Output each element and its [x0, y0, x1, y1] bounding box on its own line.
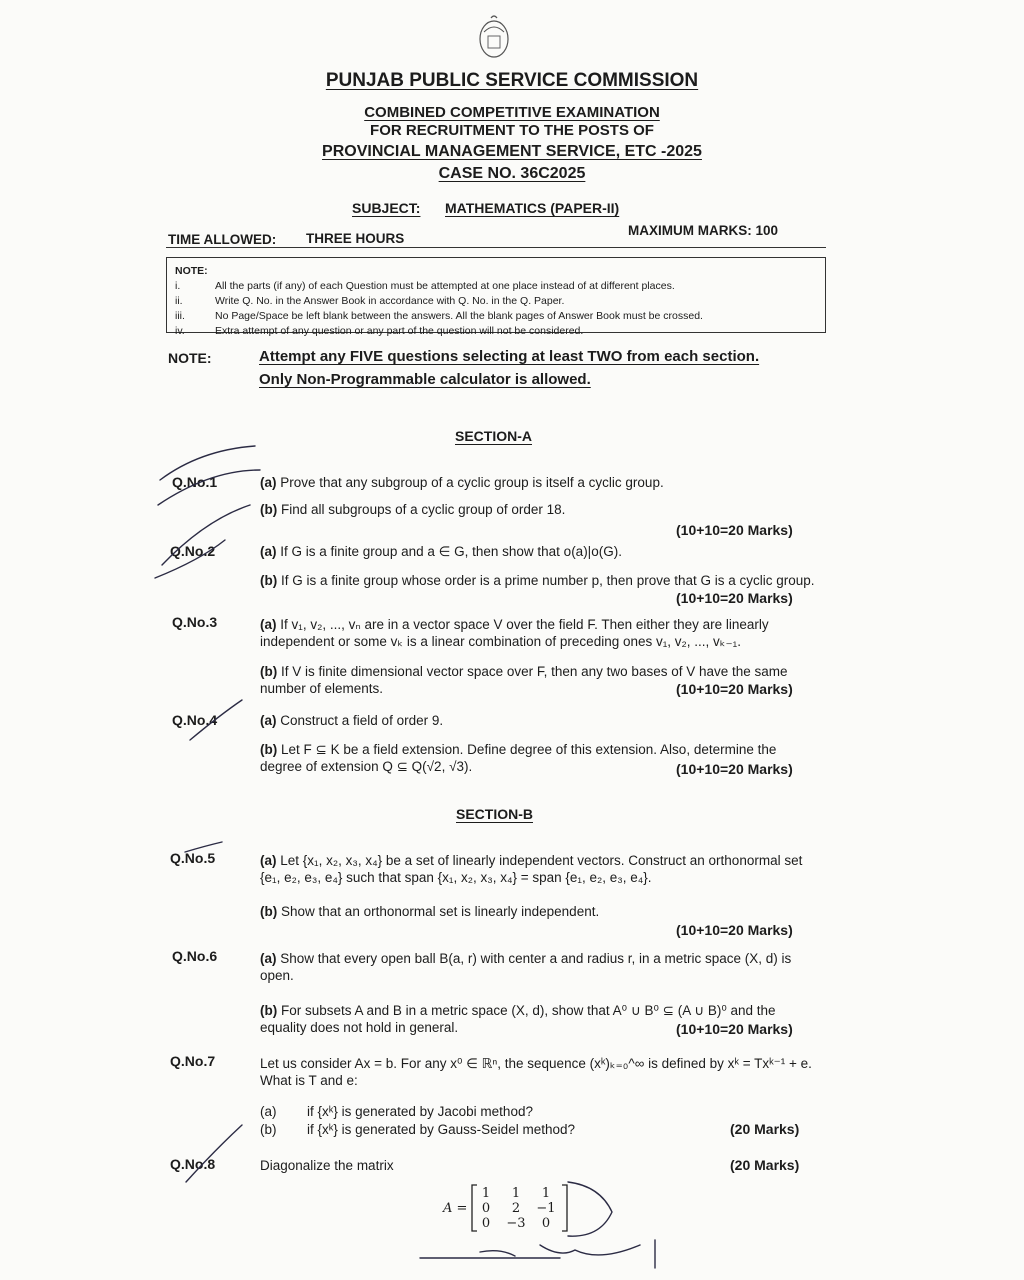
question-6-part-a: (a) Show that every open ball B(a, r) with center a and radius r, in a metric space (X, d) is open. — [260, 951, 792, 983]
note-line-1: Attempt any FIVE questions selecting at least TWO from each section. — [259, 348, 760, 365]
instruction-item: iv. Extra attempt of any question or any part of the question will not be considered. — [175, 325, 584, 337]
subject-label: SUBJECT: — [352, 200, 421, 216]
question-marks: (10+10=20 Marks) — [676, 522, 793, 538]
question-5-part-a: (a) Let {x₁, x₂, x₃, x₄} be a set of linearly independent vectors. Construct an orthonormal set {e₁, e₂, e₃, e₄} such that span {x₁, x₂, x₃, x₄} = span {e₁, e₂, e₃, e₄}. — [260, 853, 803, 885]
question-label: Q.No.1 — [172, 474, 218, 490]
instruction-item: ii. Write Q. No. in the Answer Book in accordance with Q. No. in the Q. Paper. — [175, 295, 565, 307]
max-marks: MAXIMUM MARKS: 100 — [628, 223, 779, 238]
matrix-name: A = — [443, 1201, 468, 1216]
question-1-part-a: (a) Prove that any subgroup of a cyclic group is itself a cyclic group. — [260, 475, 664, 490]
section-a-heading: SECTION-A — [455, 428, 532, 444]
question-label: Q.No.4 — [172, 712, 218, 728]
exam-line-3: PROVINCIAL MANAGEMENT SERVICE, ETC -2025 — [322, 143, 702, 160]
question-7-stem: Let us consider Ax = b. For any x⁰ ∈ ℝⁿ, the sequence (xᵏ)ₖ₌₀^∞ is defined by xᵏ = Txᵏ⁻¹ + e. What is T and e: — [260, 1056, 812, 1088]
question-7-part-a: if {xᵏ} is generated by Jacobi method? — [307, 1104, 533, 1119]
question-3-part-a: (a) If v₁, v₂, ..., vₙ are in a vector space V over the field F. Then either they are linearly independent or some vₖ is a linear combination of preceding ones v₁, v₂, ..., vₖ₋₁. — [260, 617, 769, 649]
question-2-part-a: (a) If G is a finite group and a ∈ G, then show that o(a)|o(G). — [260, 544, 622, 559]
matrix-cell: −3 — [506, 1216, 526, 1231]
question-8-stem: Diagonalize the matrix — [260, 1158, 394, 1173]
question-marks: (10+10=20 Marks) — [676, 590, 793, 606]
matrix-cell: 0 — [541, 1216, 551, 1231]
question-marks: (10+10=20 Marks) — [676, 1021, 793, 1037]
question-label: Q.No.2 — [170, 543, 216, 559]
exam-line-1: COMBINED COMPETITIVE EXAMINATION — [364, 104, 660, 121]
question-5-part-b: (b) Show that an orthonormal set is linearly independent. — [260, 904, 600, 919]
matrix-cell: 0 — [481, 1201, 491, 1216]
question-label: Q.No.7 — [170, 1053, 216, 1069]
question-7-part-b: if {xᵏ} is generated by Gauss-Seidel method? — [307, 1122, 575, 1137]
question-1-part-b: (b) Find all subgroups of a cyclic group of order 18. — [260, 502, 566, 517]
commission-title: PUNJAB PUBLIC SERVICE COMMISSION — [325, 70, 699, 91]
note-label: NOTE: — [168, 350, 212, 366]
question-7-a-tag: (a) — [260, 1104, 277, 1119]
matrix-cell: 0 — [481, 1216, 491, 1231]
question-4-part-a: (a) Construct a field of order 9. — [260, 713, 444, 728]
question-label: Q.No.3 — [172, 614, 218, 630]
case-number: CASE NO. 36C2025 — [438, 165, 586, 182]
notebox-title: NOTE: — [175, 265, 208, 277]
question-6-part-b: (b) For subsets A and B in a metric space (X, d), show that A⁰ ∪ B⁰ ⊆ (A ∪ B)⁰ and the equality does not hold in general. — [260, 1003, 776, 1035]
question-4-part-b: (b) Let F ⊆ K be a field extension. Define degree of this extension. Also, determine the degree of extension Q ⊆ Q(√2, √3). — [260, 742, 777, 774]
question-7-b-tag: (b) — [260, 1122, 277, 1137]
question-3-part-b: (b) If V is finite dimensional vector space over F, then any two bases of V have the same number of elements. — [260, 664, 788, 696]
question-label: Q.No.8 — [170, 1156, 216, 1172]
question-2-part-b: (b) If G is a finite group whose order is a prime number p, then prove that G is a cyclic group. — [260, 573, 815, 588]
question-marks: (10+10=20 Marks) — [676, 922, 793, 938]
matrix-cell: 1 — [541, 1186, 551, 1201]
note-line-2: Only Non-Programmable calculator is allowed. — [259, 371, 591, 388]
time-label: TIME ALLOWED: — [168, 232, 277, 247]
question-marks: (20 Marks) — [730, 1121, 800, 1137]
matrix-cell: 1 — [481, 1186, 491, 1201]
instruction-item: i. All the parts (if any) of each Question must be attempted at one place instead of at different places. — [175, 280, 675, 292]
matrix-cell: 1 — [511, 1186, 521, 1201]
instruction-item: iii. No Page/Space be left blank between the answers. All the blank pages of Answer Book must be crossed. — [175, 310, 703, 322]
matrix-cell: 2 — [511, 1201, 521, 1216]
section-b-heading: SECTION-B — [456, 806, 533, 822]
subject-value: MATHEMATICS (PAPER-II) — [445, 200, 620, 216]
matrix-cell: −1 — [536, 1201, 556, 1216]
question-label: Q.No.6 — [172, 948, 218, 964]
question-marks: (20 Marks) — [730, 1157, 800, 1173]
question-label: Q.No.5 — [170, 850, 216, 866]
exam-line-2: FOR RECRUITMENT TO THE POSTS OF — [370, 122, 654, 139]
time-value: THREE HOURS — [306, 231, 405, 246]
question-marks: (10+10=20 Marks) — [676, 681, 793, 697]
question-marks: (10+10=20 Marks) — [676, 761, 793, 777]
